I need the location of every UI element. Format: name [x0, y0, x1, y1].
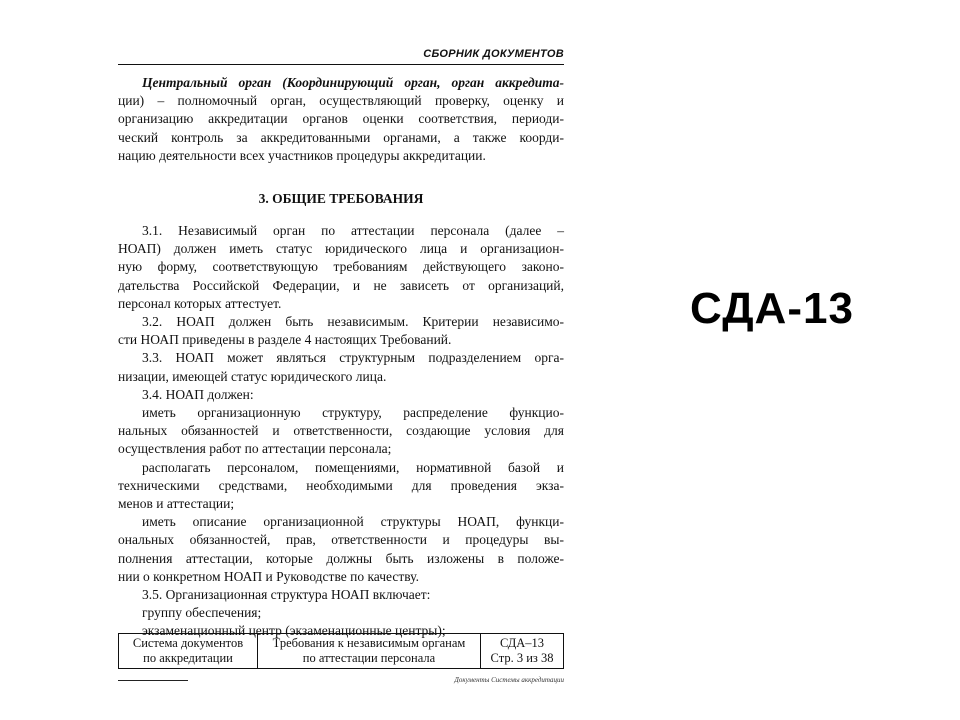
body-line: 3.5. Организационная структура НОАП включает:: [142, 587, 431, 603]
body-line: 3.2. НОАП должен быть независимым. Критерии независимо-: [142, 314, 564, 330]
section-title: 3. ОБЩИЕ ТРЕБОВАНИЯ: [258, 191, 424, 206]
footer-note: Документы Системы аккредитации: [454, 676, 564, 684]
footer-page-number: Стр. 3 из 38: [490, 651, 554, 665]
body-line: иметь организационную структуру, распределение функцио-: [142, 405, 564, 421]
body-line: экзаменационный центр (экзаменационные центры);: [142, 623, 446, 639]
body-line: 3.4. НОАП должен:: [142, 386, 254, 402]
definition-paragraph: [118, 74, 564, 165]
body-line: иметь описание организационной структуры НОАП, функци-: [142, 514, 564, 530]
header-rule: [118, 64, 564, 65]
definition-line: ческий контроль за аккредитованными органами, а также коорди-: [118, 129, 564, 145]
body-line: менов и аттестации;: [118, 496, 235, 512]
body-line: ную форму, соответствующую требованиям действующего законо-: [118, 259, 564, 275]
body-line: низации, имеющей статус юридического лица.: [118, 368, 387, 384]
body-line: НОАП) должен иметь статус юридического лица и организацион-: [118, 241, 564, 257]
section-body: [118, 222, 564, 641]
body-line: 3.1. Независимый орган по аттестации персонала (далее –: [142, 223, 564, 238]
definition-term: Центральный орган (Координирующий орган, орган аккредита-: [142, 75, 564, 90]
body-line: техническими средствами, необходимыми для проведения экза-: [118, 477, 564, 493]
collection-header: СБОРНИК ДОКУМЕНТОВ: [423, 48, 564, 60]
body-line: персонал которых аттестует.: [118, 295, 282, 311]
document-page-scan: [118, 0, 564, 720]
body-line: ональных обязанностей, прав, ответственности и процедуры вы-: [118, 532, 564, 548]
body-line: группу обеспечения;: [142, 605, 262, 621]
footer-text: Требования к независимым органам: [272, 636, 466, 650]
body-line: дательства Российской Федерации, и не зависеть от организаций,: [118, 277, 564, 293]
footer-rule: [118, 680, 188, 681]
footer-table: [118, 633, 564, 669]
definition-line: ции) – полномочный орган, осуществляющий проверку, оценку и: [118, 93, 564, 109]
footer-title-cell: [257, 634, 480, 668]
body-line: располагать персоналом, помещениями, нормативной базой и: [142, 459, 564, 475]
body-line: нии о конкретном НОАП и Руководстве по качеству.: [118, 568, 419, 584]
body-line: полнения аттестации, которые должны быть изложены в положе-: [118, 550, 564, 566]
body-line: нальных обязанностей и ответственности, создающие условия для: [118, 423, 564, 439]
footer-text: СДА–13: [499, 636, 545, 650]
footer-text: по аккредитации: [143, 651, 233, 665]
document-code-label: СДА-13: [690, 284, 854, 333]
definition-line: [118, 74, 564, 92]
footer-code-cell: [480, 634, 563, 668]
definition-line: нацию деятельности всех участников процедуры аккредитации.: [118, 147, 486, 163]
body-line: осуществления работ по аттестации персонала;: [118, 441, 392, 457]
footer-system-cell: [119, 634, 257, 668]
body-line: 3.3. НОАП может являться структурным подразделением орга-: [142, 350, 564, 366]
definition-line: организацию аккредитации органов оценки соответствия, периоди-: [118, 111, 564, 127]
body-line: сти НОАП приведены в разделе 4 настоящих Требований.: [118, 332, 452, 348]
footer-text: Система документов: [132, 636, 244, 650]
footer-text: по аттестации персонала: [302, 651, 436, 665]
